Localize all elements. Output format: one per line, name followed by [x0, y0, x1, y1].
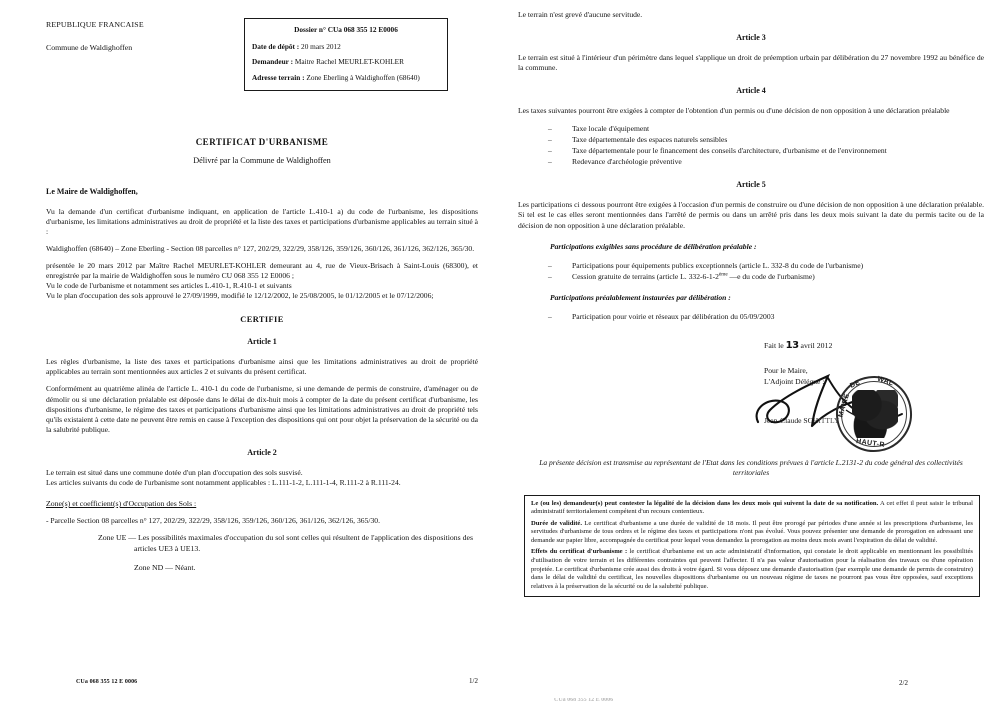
adjoint-delegue-line: L'Adjoint Délégué : — [764, 376, 825, 386]
notice-paragraph-validity — [531, 520, 973, 546]
address-label: Adresse terrain : — [252, 72, 305, 82]
notice-validity-rest: Le certificat d'urbanisme a une durée de validité de 18 mois. Il peut être prorogé par périodes d'une année si les prescriptions d'urbanisme, les servitudes d'urbanisme de tous ordres et le régime des taxes et participations n'ont pas évolué. Vous pouvez présenter une demande de prorogation en adressant une demande sur papier libre, accompagnée du certificat pour lequel vous demandez la prorogation au moins deux mois avant l'expiration du délai de validité. — [531, 519, 973, 544]
cession-superscript: ème — [718, 271, 728, 278]
dossier-applicant-row — [252, 57, 440, 67]
article-1-paragraph-2: Conformément au quatrième alinéa de l'article L. 410-1 du code de l'urbanisme, si une demande de permis de construire, d'aménager ou de démolir ou si une déclaration préalable est déposée dans le délai de dix-huit mois à compter de la date du présent certificat d'urbanisme, les dispositions d'urbanisme, le régime des taxes et participations d'urbanisme ainsi que les limitations administratives au droit de propriété tels qu'ils existaient à cette date ne peuvent être remis en cause à l'exception des dispositions qui ont pour objet la préservation de la sécurité ou da la salubrité publique. — [46, 384, 478, 434]
article-1-paragraph-1: Les règles d'urbanisme, la liste des taxes et participations d'urbanisme ainsi que les limitations administratives au droit de propriété applicables au terrain sont mentionnées aux articles 2 et suivants du présent certificat. — [46, 357, 478, 377]
article-2-line-2: Les articles suivants du code de l'urbanisme sont notamment applicables : L.111-1-2, L.111-1-4, R.111-2 à R.111-24. — [46, 478, 401, 487]
notice-appeal-bold: Le (ou les) demandeur(s) peut contester la légalité de la décision dans les deux mois qui suivent la date de sa notification. — [531, 499, 879, 507]
pour-le-maire-line: Pour le Maire, — [764, 365, 808, 375]
list-item: – Taxe départementale pour le financement des conseils d'architecture, d'urbanisme et de l'environnement — [518, 145, 984, 156]
article-5-intro: Les participations ci dessous pourront être exigées à l'occasion d'un permis de construire ou d'une décision de non opposition à une déclaration préalable. Si tel est le cas elles seront mentionnées dans l'arrêté de permis ou dans un arrêté pris dans les deux mois suivant la date du permis tacite ou de la décision de non opposition à une déclaration préalable. — [518, 200, 984, 230]
transmission-notice: La présente décision est transmise au représentant de l'Etat dans les conditions prévues à l'article L.2131-2 du code général des collectivités territoriales — [539, 457, 963, 478]
page1-footer — [46, 677, 478, 685]
dossier-number: Dossier n° CUa 068 355 12 E0006 — [294, 25, 398, 34]
article-2-heading: Article 2 — [247, 447, 277, 457]
republic-label: REPUBLIQUE FRANCAISE — [46, 20, 144, 29]
notice-appeal-rest: A cet effet il peut saisir le tribunal administratif territorialement compétent d'un recours contentieux. — [531, 499, 973, 516]
stamp-text-maire: MAIRE — [837, 392, 852, 418]
participations-without-deliberation-heading: Participations exigibles sans procédure de délibération préalable : — [550, 241, 757, 251]
mayor-line: Le Maire de Waldighoffen, — [46, 186, 138, 196]
document-page-2 — [500, 0, 1000, 707]
date-value: 20 mars 2012 — [299, 41, 341, 51]
dossier-info-box — [244, 18, 448, 91]
participations-with-deliberation-heading: Participations préalablement instaurées par délibération : — [550, 292, 731, 302]
footer-reference: CUa 068 355 12 E 0006 — [554, 698, 614, 703]
vu-demande-paragraph: Vu la demande d'un certificat d'urbanisme indiquant, en application de l'article L.410-1 a) du code de l'urbanisme, les dispositions d'urbanisme, les limitations administratives au droit de propriété et la liste des taxes et participations d'urbanisme applicables au terrain situé à : — [46, 206, 478, 236]
zone-ue-line: Zone UE — Les possibilités maximales d'occupation du sol sont celles qui résultent de l'application des dispositions des articles UE3 à UE13. — [98, 533, 474, 553]
notice-paragraph-appeal — [531, 500, 973, 517]
list-item: – Participation pour voirie et réseaux par délibération du 05/09/2003 — [518, 311, 984, 322]
signatory-name-visible: Jean-Claude SCH — [764, 415, 819, 425]
terrain-location-paragraph: Waldighoffen (68640) – Zone Eberling - Section 08 parcelles n° 127, 202/29, 322/29, 358/126, 359/126, 360/126, 361/126, 362/126, 365/30. — [46, 243, 475, 253]
article-2-line-1: Le terrain est situé dans une commune dotée d'un plan d'occupation des sols susvisé. — [46, 467, 303, 477]
date-label: Date de dépôt : — [252, 41, 300, 51]
participations-with-deliberation-list — [518, 311, 984, 322]
fait-prefix: Fait le — [764, 340, 786, 350]
signature-date — [764, 340, 832, 351]
list-item: – Taxe locale d'équipement — [518, 123, 984, 134]
article-3-body: Le terrain est situé à l'intérieur d'un périmètre dans lequel s'applique un droit de préemption urbain par délibération du 27 novembre 1992 au bénéfice de la commune. — [518, 53, 984, 73]
commune-label: Commune de Waldighoffen — [46, 43, 133, 52]
page-subtitle: Délivré par la Commune de Waldighoffen — [193, 155, 331, 165]
taxes-list — [518, 123, 984, 167]
notice-validity-bold: Durée de validité. — [531, 519, 582, 527]
signature-block — [518, 340, 984, 452]
dossier-address-row — [252, 73, 440, 83]
dossier-date-row — [252, 42, 440, 52]
servitude-line: Le terrain n'est grevé d'aucune servitude. — [518, 10, 643, 19]
vu-plan-line: Vu le plan d'occupation des sols approuvé le 27/09/1999, modifié le 12/12/2002, le 25/08/2005, le 01/12/2005 et le 07/12/2006; — [46, 291, 434, 301]
stamp-emblem — [852, 390, 898, 438]
list-item: – Participations pour équipements publics exceptionnels (article L. 332-8 du code de l'urbanisme) — [518, 260, 984, 271]
stamp-text-de: DE — [849, 378, 862, 390]
article-3-heading: Article 3 — [736, 33, 766, 43]
parcelle-line: - Parcelle Section 08 parcelles n° 127, 202/29, 322/29, 358/126, 359/126, 360/126, 361/126, 362/126, 365/30. — [46, 516, 380, 526]
vu-code-line: Vu le code de l'urbanisme et notamment ses articles L.410-1, R.410-1 et suivants — [46, 281, 292, 291]
participations-without-deliberation-list — [518, 260, 984, 282]
notice-effects-bold: Effets du certificat d'urbanisme : — [531, 548, 628, 556]
signatory-name-obscured: ITTLY — [818, 415, 840, 425]
list-item: – Taxe départementale des espaces naturels sensibles — [518, 134, 984, 145]
cession-text-post: —e du code de l'urbanisme) — [727, 271, 815, 281]
notice-effects-rest: le certificat d'urbanisme est un acte administratif d'information, qui constate le droit applicable en mentionnant les possibilités d'utilisation de votre terrain et les différentes contraintes qui peuvent l'affecter. Il n'a pas valeur d'autorisation pour la réalisation des travaux ou d'une opération projetée. Le certificat d'urbanisme crée aussi des droits à votre égard. Si vous déposez une demande d'autorisation (par exemple une demande de permis de construire) dans le délai de validité du certificat, les nouvelles dispositions d'urbanisme ou un nouveau régime de taxes ne pourront pas vous être opposées, sauf exceptions relatives à la préservation de la sécurité ou de la salubrité publique. — [531, 548, 973, 590]
zone-nd-line: Zone ND — Néant. — [134, 562, 196, 572]
presentee-paragraph: présentée le 20 mars 2012 par Maître Rachel MEURLET-KOHLER demeurant au 4, rue de Vieux-Brisach à Saint-Louis (68300), et enregistrée par la mairie de Waldighoffen sous le numéro CU 068 355 12 E0006 ; — [46, 260, 478, 280]
article-4-intro: Les taxes suivantes pourront être exigées à compter de l'obtention d'un permis ou d'une décision de non opposition à une déclaration préalable — [518, 106, 950, 116]
stamp-text-wal: WAL — [876, 375, 895, 388]
handwritten-day: 13 — [785, 339, 799, 351]
page-title: CERTIFICAT D'URBANISME — [195, 136, 329, 147]
footer-page-number: 1/2 — [469, 677, 478, 685]
signatory-name — [764, 416, 839, 425]
footer-reference: CUa 068 355 12 E 0006 — [76, 679, 138, 685]
article-1-heading: Article 1 — [247, 337, 277, 347]
certifie-heading: CERTIFIE — [240, 315, 284, 325]
fait-suffix: avril 2012 — [798, 340, 833, 350]
header-left-block — [46, 18, 144, 52]
article-4-heading: Article 4 — [736, 86, 766, 96]
legal-notice-box — [524, 495, 980, 598]
stamp-text-haut-rhin: HAUT-R — [855, 437, 886, 449]
zone-coefficient-heading: Zone(s) et coefficient(s) d'Occupation des Sols : — [46, 499, 197, 509]
applicant-value: Maitre Rachel MEURLET-KOHLER — [293, 57, 405, 67]
article-5-heading: Article 5 — [736, 180, 766, 190]
applicant-label: Demandeur : — [252, 57, 294, 67]
list-item: – Redevance d'archéologie préventive — [518, 156, 984, 167]
cession-text-pre: Cession gratuite de terrains (article L. 332-6-1-2 — [572, 271, 719, 281]
page1-header — [46, 18, 478, 91]
official-stamp-icon — [836, 376, 912, 452]
notice-paragraph-effects — [531, 548, 973, 591]
address-value: Zone Eberling à Waldighoffen (68640) — [304, 72, 420, 82]
footer-page-number: 2/2 — [899, 679, 908, 687]
list-item — [518, 271, 984, 282]
